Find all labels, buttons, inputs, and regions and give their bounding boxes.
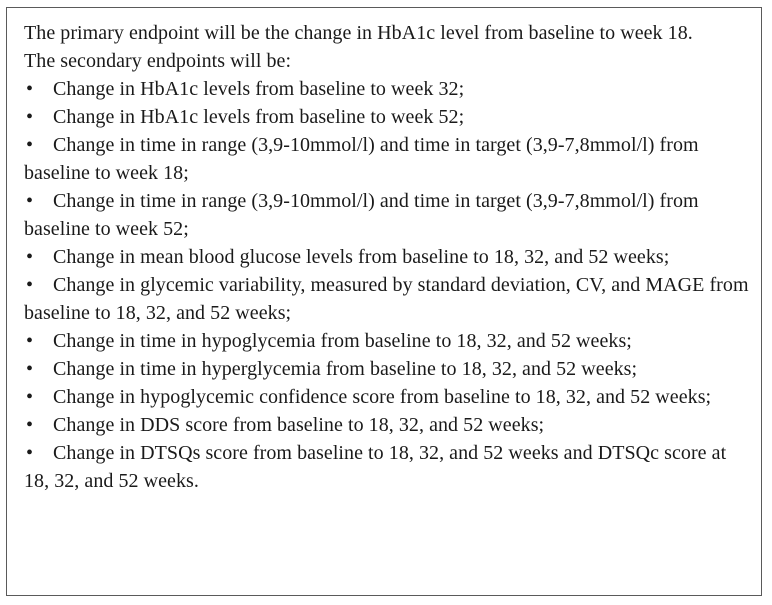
list-item-text: Change in time in range (3,9-10mmol/l) and time in target (3,9-7,8mmol/l) from baseline to week 18; [24,134,699,184]
list-item [24,271,749,327]
list-item-text: Change in DTSQs score from baseline to 18, 32, and 52 weeks and DTSQc score at 18, 32, and 52 weeks. [24,442,727,492]
list-item-text: Change in time in hypoglycemia from baseline to 18, 32, and 52 weeks; [53,330,632,352]
list-item-text: Change in glycemic variability, measured by standard deviation, CV, and MAGE from baseline to 18, 32, and 52 weeks; [24,274,749,324]
bullet-icon: • [26,190,34,212]
list-item [24,411,749,439]
bullet-icon: • [26,78,34,100]
secondary-endpoints-intro: The secondary endpoints will be: [24,50,292,72]
bullet-icon: • [26,274,34,296]
list-item-text: Change in time in range (3,9-10mmol/l) and time in target (3,9-7,8mmol/l) from baseline to week 52; [24,190,699,240]
list-item [24,355,749,383]
list-item [24,103,749,131]
primary-endpoint-text: The primary endpoint will be the change in HbA1c level from baseline to week 18. [24,22,693,44]
list-item-text: Change in HbA1c levels from baseline to week 52; [53,106,465,128]
bullet-icon: • [26,414,34,436]
list-item [24,439,749,495]
list-item-text: Change in DDS score from baseline to 18, 32, and 52 weeks; [53,414,545,436]
list-item-text: Change in time in hyperglycemia from baseline to 18, 32, and 52 weeks; [53,358,638,380]
list-item-text: Change in hypoglycemic confidence score from baseline to 18, 32, and 52 weeks; [53,386,712,408]
list-item-text: Change in HbA1c levels from baseline to week 32; [53,78,465,100]
bullet-icon: • [26,386,34,408]
list-item [24,383,749,411]
bullet-icon: • [26,330,34,352]
list-item [24,243,749,271]
bullet-icon: • [26,106,34,128]
list-item [24,187,749,243]
endpoints-box [6,7,762,596]
list-item [24,75,749,103]
list-item [24,327,749,355]
bullet-icon: • [26,358,34,380]
bullet-icon: • [26,134,34,156]
list-item-text: Change in mean blood glucose levels from baseline to 18, 32, and 52 weeks; [53,246,670,268]
bullet-icon: • [26,442,34,464]
list-item [24,131,749,187]
bullet-icon: • [26,246,34,268]
secondary-endpoints-list [24,75,749,495]
